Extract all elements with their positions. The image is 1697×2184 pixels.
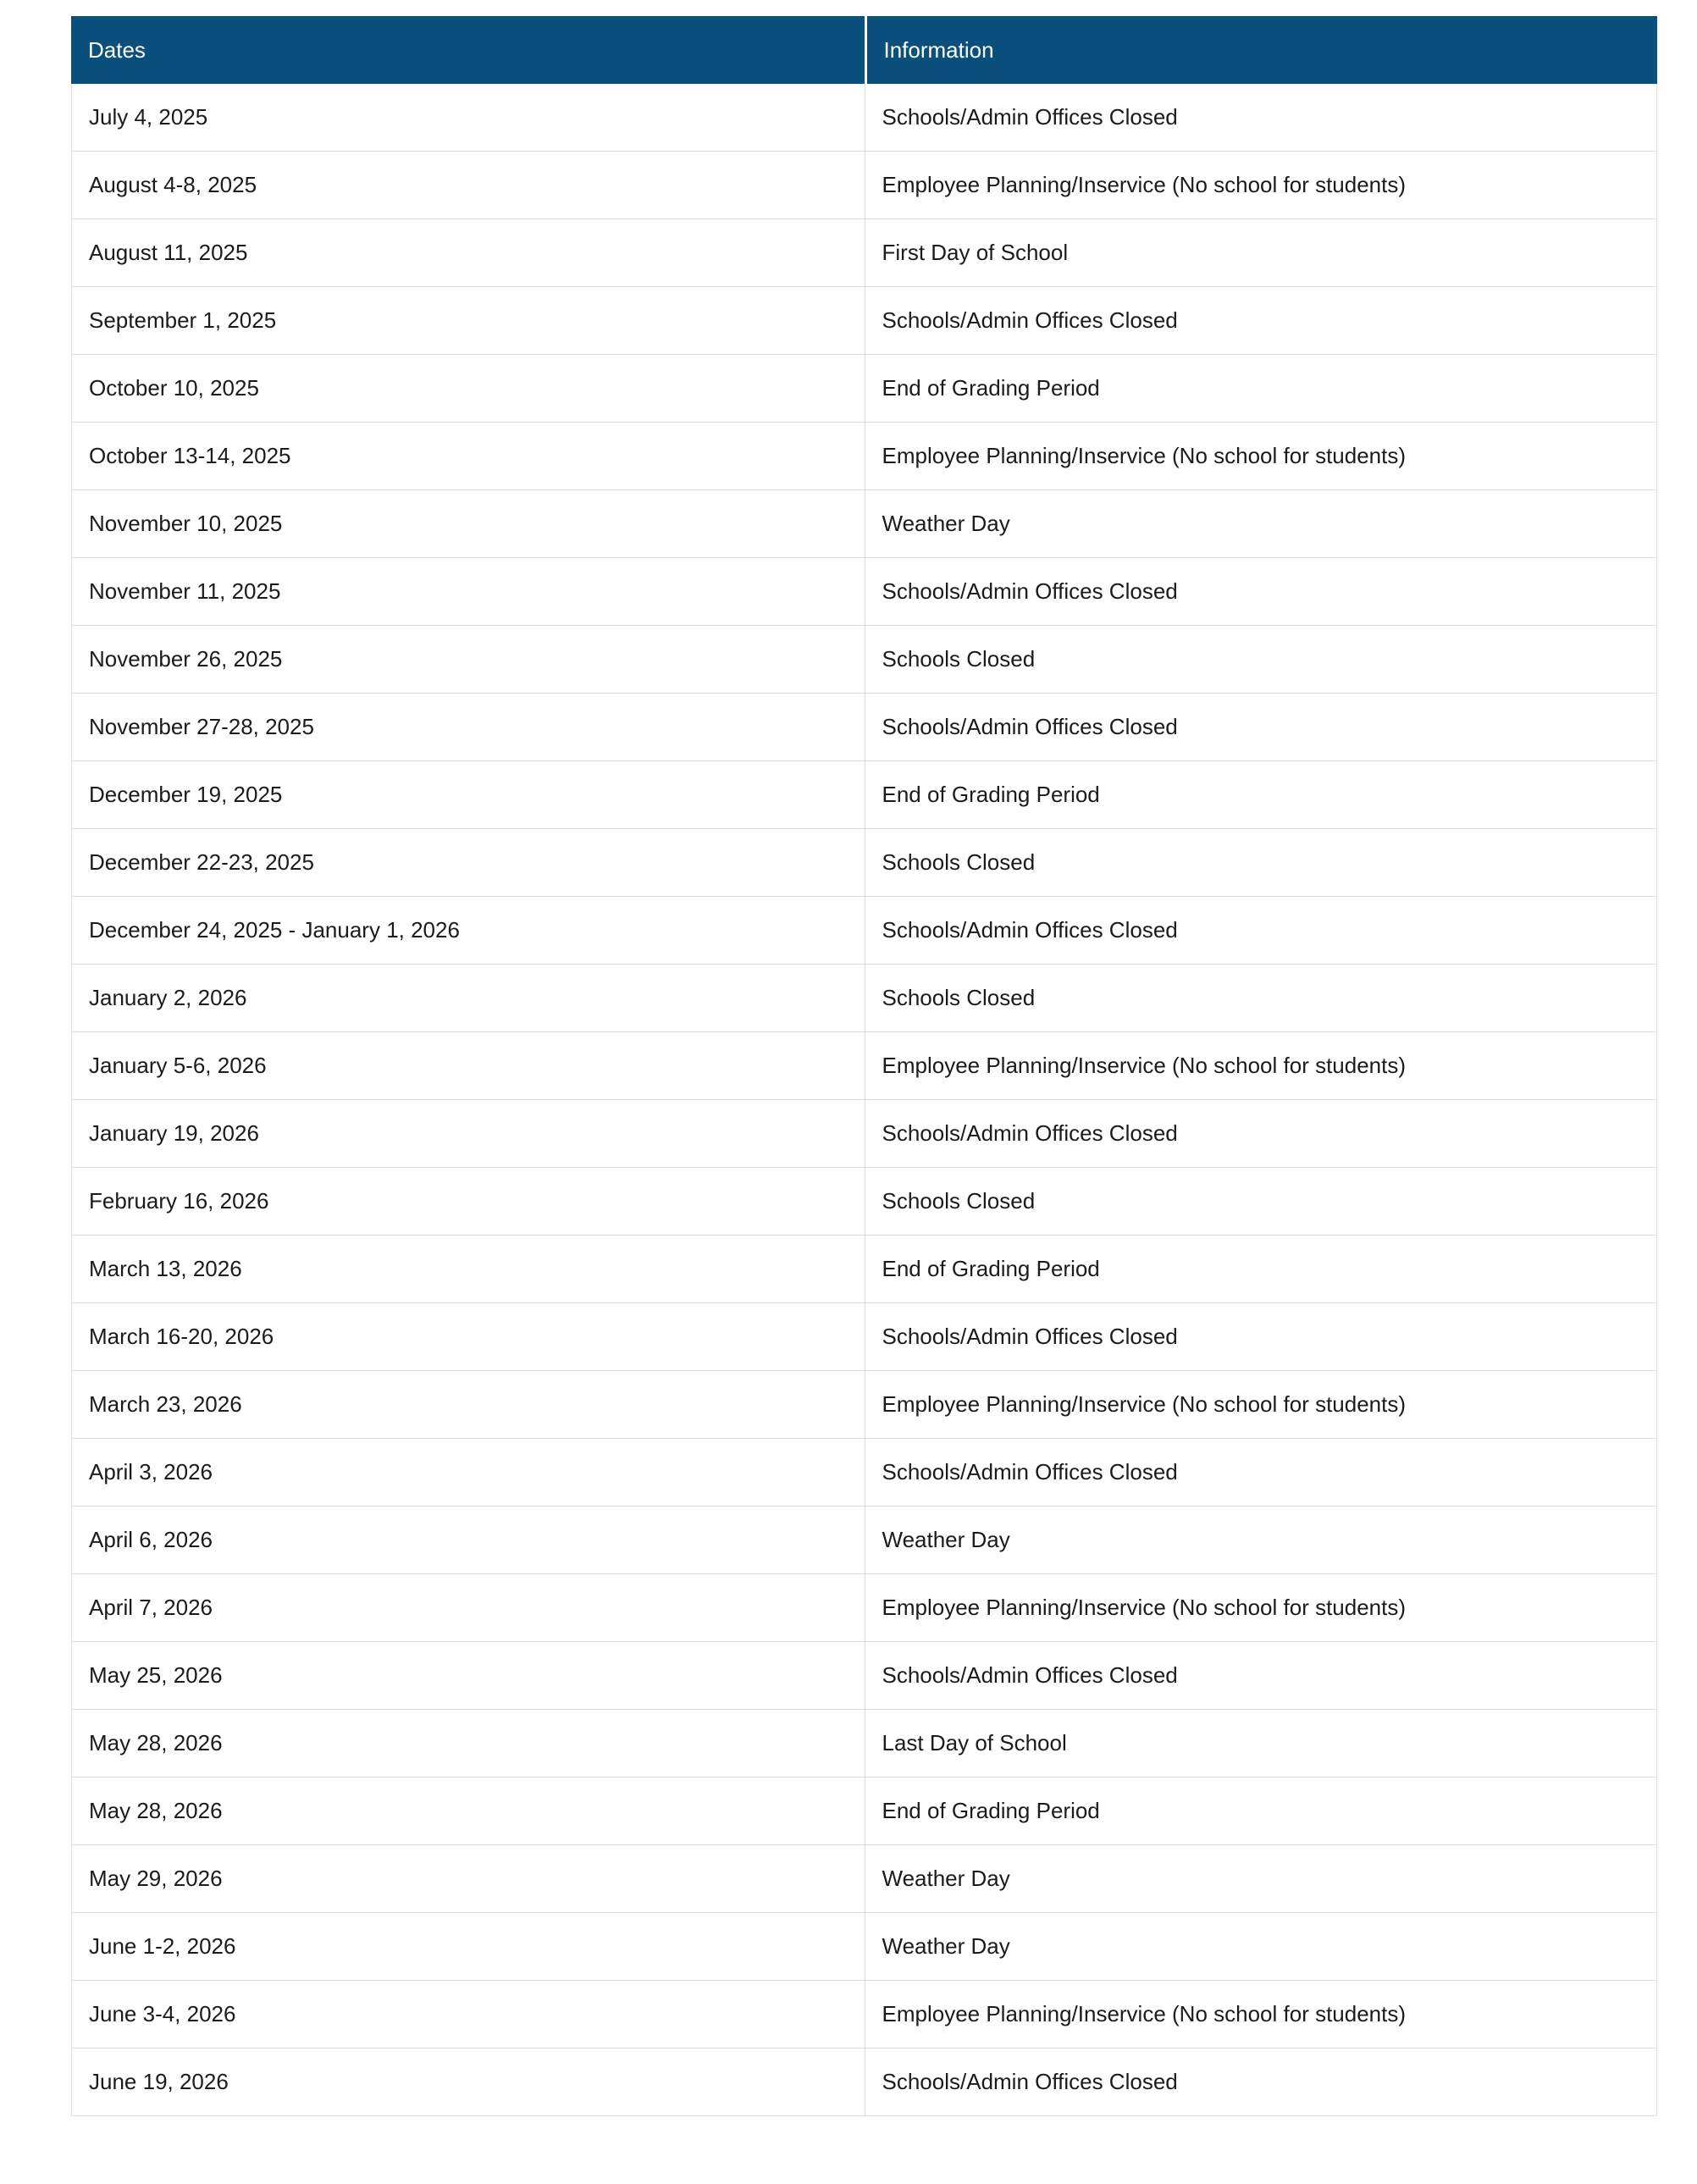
table-row: [71, 1168, 1657, 1236]
info-cell: Weather Day: [865, 490, 1658, 558]
table-row: [71, 84, 1657, 152]
date-cell: March 23, 2026: [71, 1371, 865, 1439]
table-row: [71, 1574, 1657, 1642]
info-cell: Schools/Admin Offices Closed: [865, 897, 1658, 965]
table-row: [71, 490, 1657, 558]
date-cell: April 7, 2026: [71, 1574, 865, 1642]
date-cell: January 2, 2026: [71, 965, 865, 1032]
info-cell: Employee Planning/Inservice (No school for students): [865, 1032, 1658, 1100]
info-cell: Schools/Admin Offices Closed: [865, 694, 1658, 761]
info-cell: Schools/Admin Offices Closed: [865, 287, 1658, 355]
table-row: [71, 423, 1657, 490]
info-cell: Weather Day: [865, 1845, 1658, 1913]
table-row: [71, 694, 1657, 761]
calendar-table-wrapper: [71, 16, 1657, 2116]
header-row: [71, 16, 1657, 84]
date-cell: July 4, 2025: [71, 84, 865, 152]
table-row: [71, 1845, 1657, 1913]
date-cell: June 1-2, 2026: [71, 1913, 865, 1981]
date-cell: November 10, 2025: [71, 490, 865, 558]
table-row: [71, 626, 1657, 694]
date-cell: December 19, 2025: [71, 761, 865, 829]
table-row: [71, 558, 1657, 626]
info-cell: Last Day of School: [865, 1710, 1658, 1778]
calendar-table: [71, 16, 1657, 2116]
info-cell: Weather Day: [865, 1913, 1658, 1981]
info-cell: Schools/Admin Offices Closed: [865, 84, 1658, 152]
table-row: [71, 287, 1657, 355]
info-cell: Schools/Admin Offices Closed: [865, 1303, 1658, 1371]
date-cell: October 10, 2025: [71, 355, 865, 423]
info-cell: End of Grading Period: [865, 1236, 1658, 1303]
date-cell: November 11, 2025: [71, 558, 865, 626]
date-cell: August 11, 2025: [71, 219, 865, 287]
date-cell: June 3-4, 2026: [71, 1981, 865, 2049]
info-cell: Schools/Admin Offices Closed: [865, 1642, 1658, 1710]
date-cell: May 28, 2026: [71, 1778, 865, 1845]
date-cell: January 5-6, 2026: [71, 1032, 865, 1100]
date-cell: January 19, 2026: [71, 1100, 865, 1168]
table-row: [71, 1032, 1657, 1100]
info-cell: Schools/Admin Offices Closed: [865, 558, 1658, 626]
date-cell: June 19, 2026: [71, 2049, 865, 2116]
date-cell: May 25, 2026: [71, 1642, 865, 1710]
date-cell: August 4-8, 2025: [71, 152, 865, 219]
info-cell: End of Grading Period: [865, 761, 1658, 829]
table-row: [71, 355, 1657, 423]
table-row: [71, 965, 1657, 1032]
info-cell: Employee Planning/Inservice (No school for students): [865, 152, 1658, 219]
info-cell: Employee Planning/Inservice (No school for students): [865, 1981, 1658, 2049]
date-cell: March 16-20, 2026: [71, 1303, 865, 1371]
table-row: [71, 1100, 1657, 1168]
info-cell: End of Grading Period: [865, 355, 1658, 423]
date-cell: February 16, 2026: [71, 1168, 865, 1236]
calendar-table-body: [71, 84, 1657, 2116]
info-cell: Employee Planning/Inservice (No school for students): [865, 1371, 1658, 1439]
info-cell: Schools Closed: [865, 965, 1658, 1032]
info-cell: Weather Day: [865, 1507, 1658, 1574]
info-cell: First Day of School: [865, 219, 1658, 287]
calendar-table-header: [71, 16, 1657, 84]
table-row: [71, 1913, 1657, 1981]
date-cell: May 29, 2026: [71, 1845, 865, 1913]
info-cell: Schools/Admin Offices Closed: [865, 1439, 1658, 1507]
table-row: [71, 1507, 1657, 1574]
table-row: [71, 1981, 1657, 2049]
info-cell: Schools Closed: [865, 626, 1658, 694]
date-cell: December 24, 2025 - January 1, 2026: [71, 897, 865, 965]
info-cell: Schools/Admin Offices Closed: [865, 2049, 1658, 2116]
date-cell: May 28, 2026: [71, 1710, 865, 1778]
info-cell: Schools Closed: [865, 829, 1658, 897]
date-cell: April 6, 2026: [71, 1507, 865, 1574]
date-cell: April 3, 2026: [71, 1439, 865, 1507]
table-row: [71, 1778, 1657, 1845]
date-cell: November 27-28, 2025: [71, 694, 865, 761]
table-row: [71, 761, 1657, 829]
info-cell: End of Grading Period: [865, 1778, 1658, 1845]
info-cell: Schools Closed: [865, 1168, 1658, 1236]
table-row: [71, 1303, 1657, 1371]
table-row: [71, 829, 1657, 897]
column-header-information: Information: [865, 16, 1658, 84]
table-row: [71, 1642, 1657, 1710]
table-row: [71, 2049, 1657, 2116]
table-row: [71, 152, 1657, 219]
table-row: [71, 1439, 1657, 1507]
date-cell: September 1, 2025: [71, 287, 865, 355]
table-row: [71, 1371, 1657, 1439]
date-cell: March 13, 2026: [71, 1236, 865, 1303]
info-cell: Schools/Admin Offices Closed: [865, 1100, 1658, 1168]
table-row: [71, 219, 1657, 287]
column-header-dates: Dates: [71, 16, 865, 84]
date-cell: November 26, 2025: [71, 626, 865, 694]
table-row: [71, 1710, 1657, 1778]
table-row: [71, 897, 1657, 965]
date-cell: December 22-23, 2025: [71, 829, 865, 897]
date-cell: October 13-14, 2025: [71, 423, 865, 490]
info-cell: Employee Planning/Inservice (No school for students): [865, 423, 1658, 490]
table-row: [71, 1236, 1657, 1303]
info-cell: Employee Planning/Inservice (No school for students): [865, 1574, 1658, 1642]
